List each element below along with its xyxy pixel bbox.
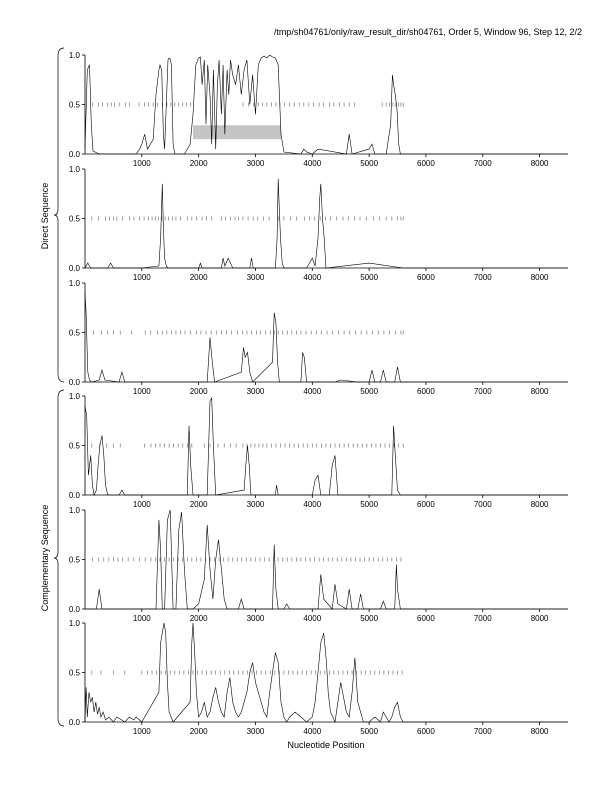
y-tick-label: 0.0: [68, 378, 80, 387]
x-tick-label: 5000: [360, 387, 379, 396]
x-tick-label: 3000: [246, 500, 265, 509]
x-tick-label: 7000: [473, 273, 492, 282]
x-tick-label: 6000: [417, 387, 435, 396]
x-tick-label: 6000: [417, 614, 435, 623]
x-tick-label: 1000: [132, 387, 151, 396]
y-tick-label: 0.5: [68, 328, 80, 338]
x-tick-label: 7000: [473, 500, 492, 509]
panel-3: [69, 279, 568, 396]
y-tick-label: 0.5: [68, 441, 80, 451]
x-tick-label: 1000: [132, 614, 151, 623]
x-tick-label: 4000: [303, 727, 322, 736]
y-tick-label: 1.0: [68, 506, 80, 515]
x-tick-label: 3000: [246, 614, 265, 623]
x-tick-label: 5000: [360, 500, 379, 509]
y-tick-label: 1.0: [68, 279, 80, 288]
x-tick-label: 4000: [303, 273, 322, 282]
x-tick-label: 5000: [360, 727, 379, 736]
x-tick-label: 8000: [530, 159, 549, 168]
x-tick-label: 7000: [473, 614, 492, 623]
x-tick-label: 8000: [530, 500, 549, 509]
panel-1: [69, 51, 568, 168]
y-tick-label: 0.0: [68, 605, 80, 614]
x-tick-label: 1000: [132, 727, 151, 736]
figure-header: /tmp/sh04761/only/raw_result_dir/sh04761, Order 5, Window 96, Step 12, 2/2: [273, 27, 582, 37]
x-tick-label: 2000: [189, 387, 208, 396]
panel-5: [69, 506, 568, 623]
series-line: [85, 398, 568, 495]
y-tick-label: 0.5: [68, 668, 80, 678]
y-tick-label: 1.0: [68, 392, 80, 401]
panel-6: [69, 619, 568, 736]
highlight-band: [193, 125, 281, 139]
y-tick-label: 1.0: [68, 51, 80, 60]
series-line: [85, 293, 568, 382]
panel-2: [69, 165, 568, 282]
x-tick-label: 8000: [530, 614, 549, 623]
x-tick-label: 3000: [246, 727, 265, 736]
group-bracket: [54, 390, 64, 726]
y-tick-label: 1.0: [68, 165, 80, 174]
series-line: [85, 623, 568, 722]
group-label-direct: Direct Sequence: [40, 182, 50, 250]
y-tick-label: 0.0: [68, 264, 80, 273]
x-tick-label: 3000: [246, 273, 265, 282]
x-tick-label: 4000: [303, 614, 322, 623]
x-tick-label: 2000: [189, 727, 208, 736]
panel-4: [69, 392, 568, 509]
x-axis-label: Nucleotide Position: [287, 740, 365, 750]
x-tick-label: 3000: [246, 159, 265, 168]
x-tick-label: 5000: [360, 273, 379, 282]
x-tick-label: 6000: [417, 500, 435, 509]
y-tick-label: 0.0: [68, 150, 80, 159]
x-tick-label: 8000: [530, 727, 549, 736]
x-tick-label: 6000: [417, 159, 435, 168]
x-tick-label: 8000: [530, 273, 549, 282]
x-tick-label: 2000: [189, 159, 208, 168]
panels-group: [69, 51, 568, 736]
group-bracket: [54, 48, 64, 382]
series-line: [85, 179, 568, 268]
brackets-group: [54, 48, 64, 726]
x-tick-label: 7000: [473, 159, 492, 168]
y-tick-label: 0.5: [68, 100, 80, 110]
x-tick-label: 4000: [303, 387, 322, 396]
x-tick-label: 2000: [189, 614, 208, 623]
x-tick-label: 8000: [530, 387, 549, 396]
group-label-complementary: Complementary Sequence: [40, 504, 50, 612]
x-tick-label: 4000: [303, 500, 322, 509]
x-tick-label: 6000: [417, 727, 435, 736]
x-tick-label: 7000: [473, 387, 492, 396]
y-tick-label: 0.0: [68, 491, 80, 500]
series-line: [85, 510, 568, 609]
y-tick-label: 0.5: [68, 555, 80, 565]
x-tick-label: 7000: [473, 727, 492, 736]
x-tick-label: 1000: [132, 500, 151, 509]
y-tick-label: 1.0: [68, 619, 80, 628]
x-tick-label: 5000: [360, 614, 379, 623]
y-tick-label: 0.5: [68, 214, 80, 224]
x-tick-label: 5000: [360, 159, 379, 168]
x-tick-label: 2000: [189, 500, 208, 509]
x-tick-label: 6000: [417, 273, 435, 282]
x-tick-label: 3000: [246, 387, 265, 396]
y-tick-label: 0.0: [68, 718, 80, 727]
x-tick-label: 1000: [132, 159, 151, 168]
x-tick-label: 4000: [303, 159, 322, 168]
x-tick-label: 2000: [189, 273, 208, 282]
x-tick-label: 1000: [132, 273, 151, 282]
